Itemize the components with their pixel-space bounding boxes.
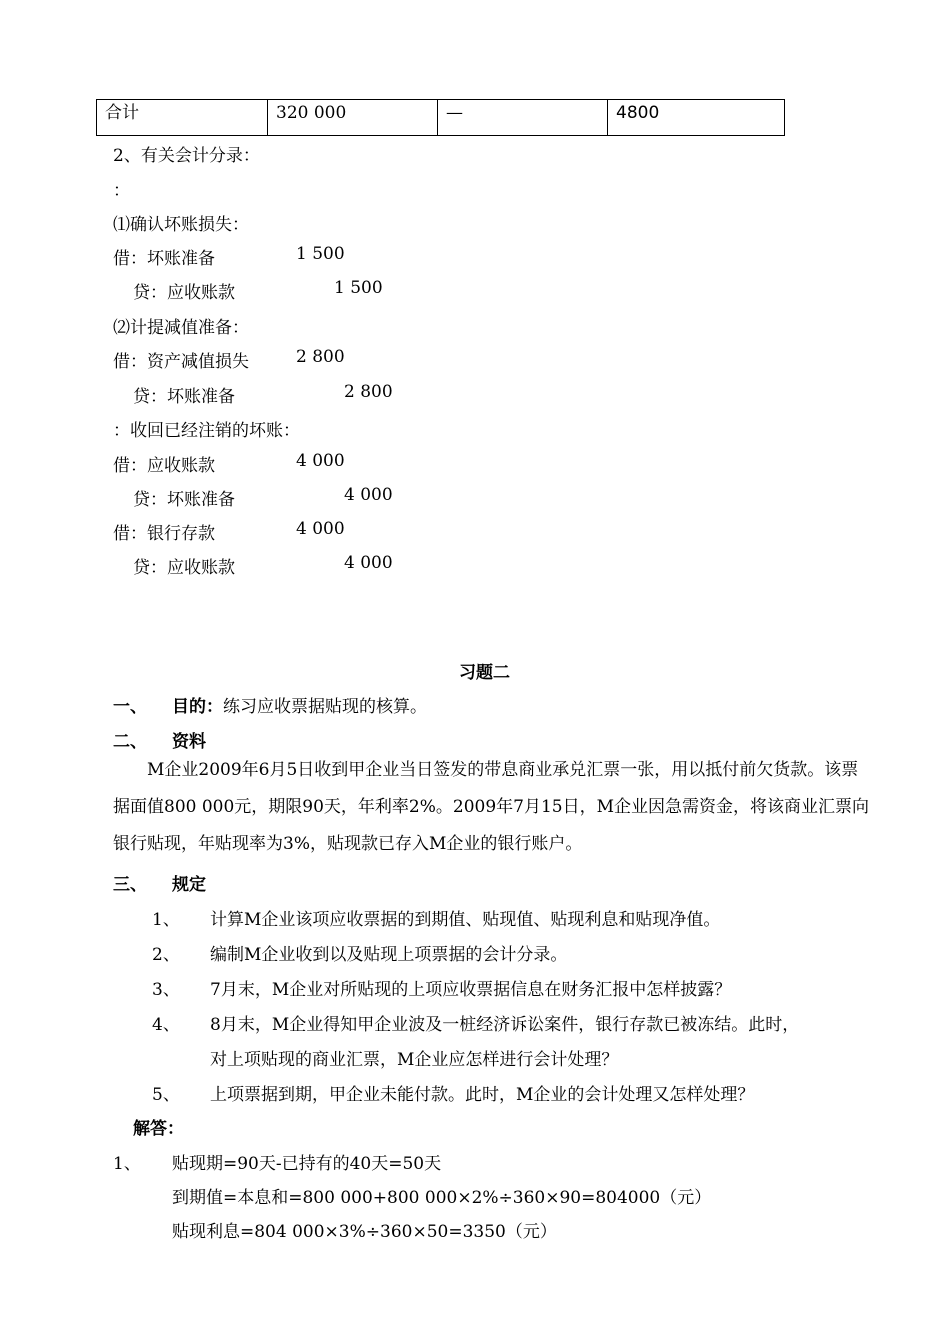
entry-amount: 1 500 [296,244,345,264]
answer-line: 贴现利息=804 000×3%÷360×50=3350（元） [172,1222,557,1242]
entry-credit: 贷：坏账准备 [133,490,235,510]
total-dash-cell: — [438,100,608,136]
purpose-label: 目的： [172,697,223,717]
rule-number: 3、 [152,980,180,1000]
table-row [97,100,785,136]
rule-number: 4、 [152,1015,180,1035]
rule-text: 7月末，M企业对所贴现的上项应收票据信息在财务汇报中怎样披露？ [210,980,732,1000]
rules-label: 规定 [172,875,206,895]
material-paragraph: M企业2009年6月5日收到甲企业当日签发的带息商业承兑汇票一张，用以抵付前欠货款。该票据面值800 000元，期限90天，年利率2%。2009年7月15日，M企业因急需资金，将该商业汇票向银行贴现，年贴现率为3%，贴现款已存入M企业的银行账户。 [113,760,870,854]
rule-text: 计算M企业该项应收票据的到期值、贴现值、贴现利息和贴现净值。 [210,910,721,930]
entry-title: ⑴确认坏账损失： [113,215,249,235]
total-row-table [96,99,785,136]
material-label: 资料 [172,732,206,752]
colon-line: ： [113,181,130,201]
answer-line: 到期值=本息和=800 000+800 000×2%÷360×90=804000（元） [172,1188,712,1208]
rule-text: 8月末，M企业得知甲企业波及一桩经济诉讼案件，银行存款已被冻结。此时， [210,1015,800,1035]
entry-debit: 借：坏账准备 [113,249,215,269]
entry-credit: 贷：应收账款 [133,558,235,578]
entry-amount: 1 500 [334,278,383,298]
rule-number: 5、 [152,1085,180,1105]
entry-amount: 4 000 [296,519,345,539]
entry-amount: 4 000 [296,451,345,471]
entry-amount: 2 800 [296,347,345,367]
part-number: 一、 [113,697,147,717]
total-label-cell: 合计 [97,100,268,136]
entry-debit: 借：资产减值损失 [113,352,249,372]
entry-credit: 贷：坏账准备 [133,387,235,407]
rule-text: 上项票据到期，甲企业未能付款。此时，M企业的会计处理又怎样处理？ [210,1085,755,1105]
entry-title: ⑵计提减值准备： [113,318,249,338]
entry-title: ：收回已经注销的坏账： [113,421,300,441]
part-number: 三、 [113,875,147,895]
entry-amount: 4 000 [344,485,393,505]
entry-amount: 2 800 [344,382,393,402]
part-purpose [172,692,427,717]
rule-text: 编制M企业收到以及贴现上项票据的会计分录。 [210,945,568,965]
rule-number: 1、 [152,910,180,930]
answer-number: 1、 [113,1154,141,1174]
entry-credit: 贷：应收账款 [133,283,235,303]
answer-label: 解答： [133,1119,184,1139]
purpose-text: 练习应收票据贴现的核算。 [223,697,427,717]
entry-amount: 4 000 [344,553,393,573]
rule-number: 2、 [152,945,180,965]
entry-debit: 借：应收账款 [113,456,215,476]
rule-text-continued: 对上项贴现的商业汇票，M企业应怎样进行会计处理？ [210,1050,619,1070]
total-loss-cell: 4800 [608,100,785,136]
exercise-title: 习题二 [459,663,510,683]
total-amount-cell: 320 000 [268,100,438,136]
part-number: 二、 [113,732,147,752]
section-heading: 2、有关会计分录： [113,146,260,166]
answer-line: 贴现期=90天-已持有的40天=50天 [172,1154,442,1174]
entry-debit: 借：银行存款 [113,524,215,544]
